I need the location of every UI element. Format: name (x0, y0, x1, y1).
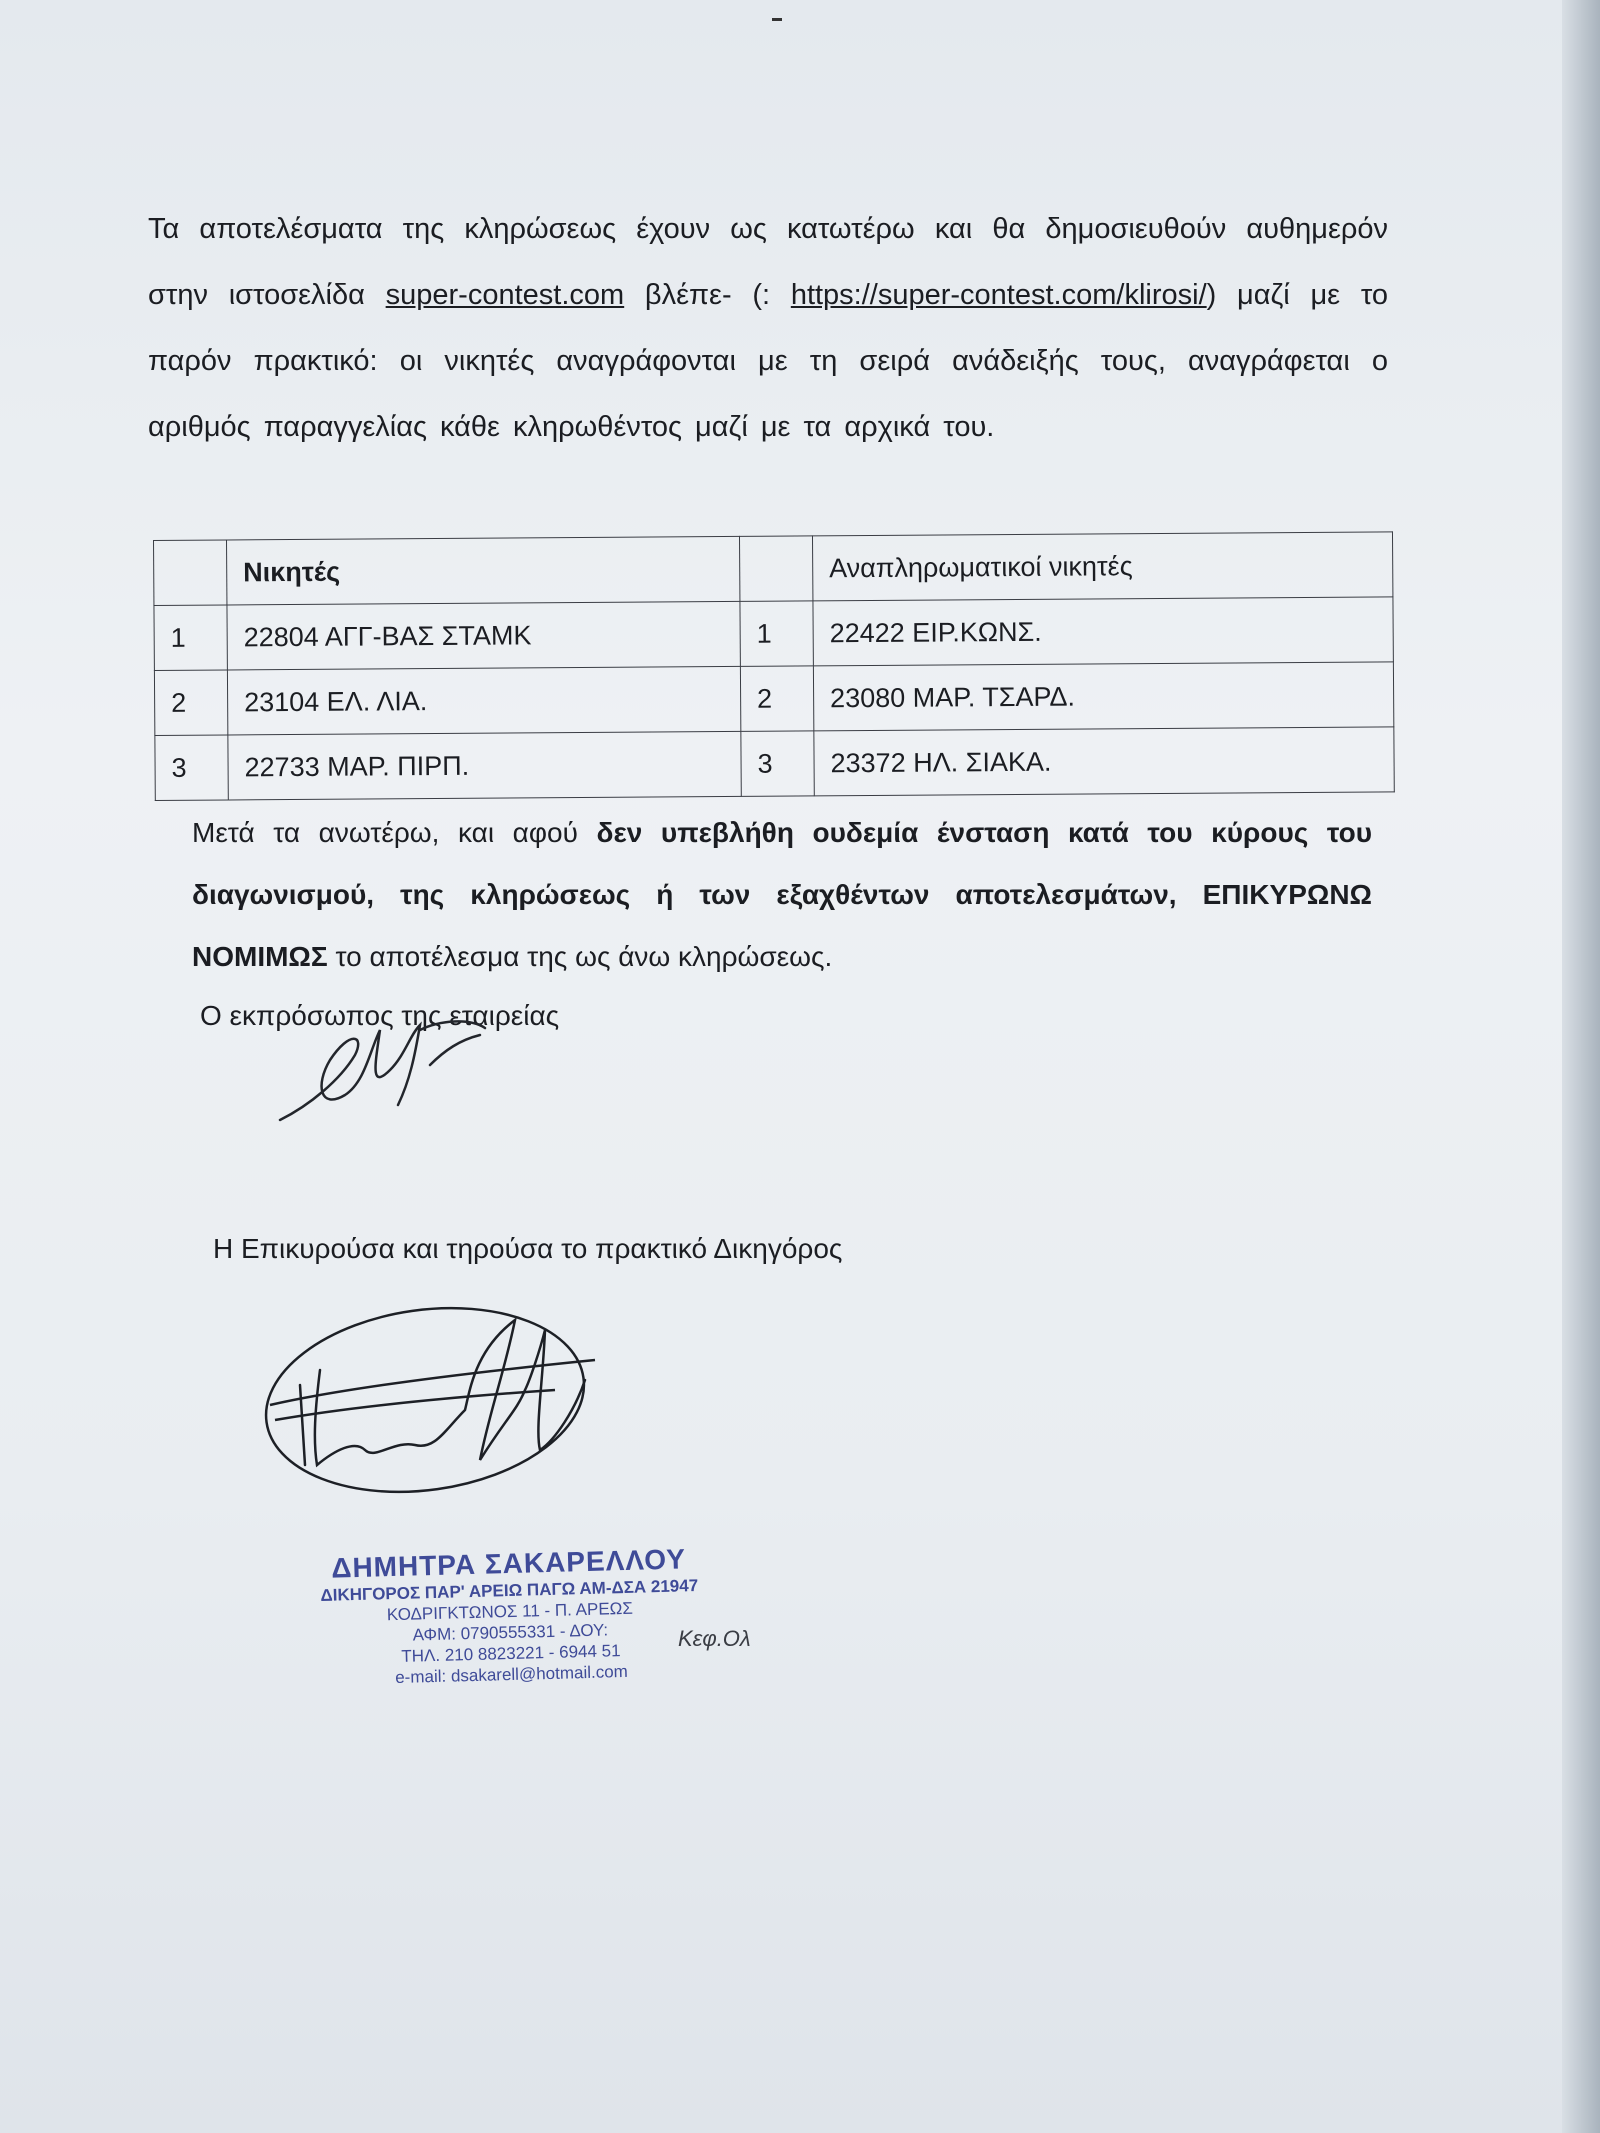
winner-cell: 22804 ΑΓΓ-ΒΑΣ ΣΤΑΜΚ (227, 601, 740, 670)
validation-text: Μετά τα ανωτέρω, και αφού (192, 817, 597, 848)
draw-results-link[interactable]: https://super-contest.com/klirosi/ (790, 279, 1207, 311)
alternate-cell: 23372 ΗΛ. ΣΙΑΚΑ. (814, 727, 1394, 796)
representative-label: Ο εκπρόσωπος της εταιρείας (200, 1000, 560, 1031)
handwritten-note: Κεφ.Ολ (678, 1626, 751, 1651)
stamp-title: ΔΙΚΗΓΟΡΟΣ ΠΑΡ' ΑΡΕΙΩ ΠΑΓΩ ΑΜ-ΔΣΑ 21947 (320, 1576, 699, 1605)
intro-text-middle: βλέπε- (: (624, 279, 791, 311)
site-link[interactable]: super-contest.com (385, 279, 625, 311)
representative-signature (270, 1010, 490, 1130)
winners-table (153, 531, 1395, 801)
stamp-tax-id: ΑΦΜ: 0790555331 - ΔΟΥ: (412, 1620, 609, 1645)
alternate-number: 3 (741, 731, 814, 797)
winner-number: 1 (154, 605, 227, 671)
table-header-row (154, 532, 1393, 606)
winner-cell: 23104 ΕΛ. ΛΙΑ. (227, 666, 740, 735)
winner-number: 2 (154, 670, 227, 736)
winner-number: 3 (155, 735, 228, 801)
intro-text-end: ) μαζί με το παρόν πρακτικό: οι νικητές αναγράφονται με τη σειρά ανάδειξής τους, αναγράφεται ο αριθμός παραγγελίας κάθε κληρωθέντος μαζί με τα αρχικά του. (148, 279, 1389, 443)
validation-bold-text: δεν υπεβλήθη ουδεμία ένσταση κατά του κύρους του διαγωνισμού, της κληρώσεως ή των εξαχθέντων αποτελεσμάτων, ΕΠΙΚΥΡΩΝΩ ΝΟΜΙΜΩΣ (192, 817, 1372, 972)
alternate-number: 1 (740, 601, 813, 667)
table-row (154, 597, 1393, 671)
header-alternates: Αναπληρωματικοί νικητές (812, 532, 1392, 601)
alternate-cell: 22422 ΕΙΡ.ΚΩΝΣ. (813, 597, 1393, 666)
page-edge-shadow (1562, 0, 1600, 2133)
alternate-number: 2 (740, 666, 813, 732)
table-row (154, 662, 1393, 736)
stamp-phone: ΤΗΛ. 210 8823221 - 6944 51 (401, 1641, 621, 1666)
header-index-cell (739, 536, 812, 602)
lawyer-stamp (288, 1542, 731, 1690)
validation-paragraph (192, 802, 1372, 988)
stamp-address: ΚΟΔΡΙΓΚΤΩΝΟΣ 11 - Π. ΑΡΕΩΣ (386, 1598, 634, 1625)
stamp-email: e-mail: dsakarell@hotmail.com (394, 1661, 629, 1688)
alternate-cell: 23080 ΜΑΡ. ΤΣΑΡΔ. (813, 662, 1393, 731)
header-winners: Νικητές (227, 536, 740, 605)
lawyer-label: Η Επικυρούσα και τηρούσα το πρακτικό Δικηγόρος (213, 1233, 843, 1264)
lawyer-signature (255, 1290, 635, 1520)
validation-text-end: το αποτέλεσμα της ως άνω κληρώσεως. (327, 941, 833, 972)
intro-text: Τα αποτελέσματα της κληρώσεως έχουν ως κατωτέρω και θα δημοσιευθούν αυθημερόν στην ιστοσελίδα (148, 213, 1388, 311)
winner-cell: 22733 ΜΑΡ. ΠΙΡΠ. (228, 731, 741, 800)
stamp-name: ΔΗΜΗΤΡΑ ΣΑΚΑΡΕΛΛΟΥ (330, 1543, 687, 1584)
header-index-cell (154, 540, 227, 606)
results-intro-paragraph (148, 196, 1388, 460)
scan-mark (772, 18, 782, 21)
table-row (155, 727, 1394, 801)
